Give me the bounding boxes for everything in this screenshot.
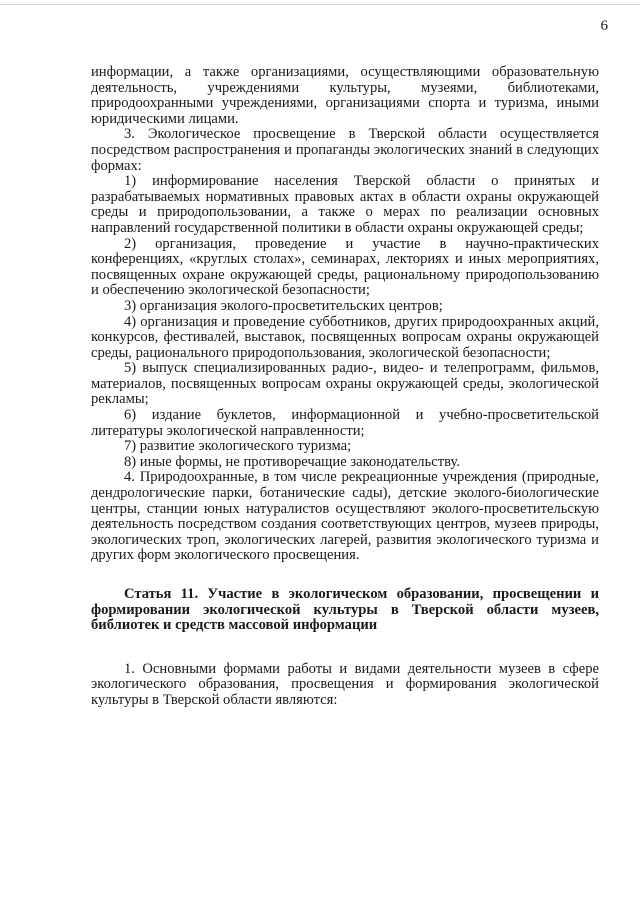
list-item-1: 1) информирование населения Тверской области о принятых и разрабатываемых нормативных правовых актах в области охраны окружающей среды и природопользовании, а также о мерах по реализации основных направлений государственной политики в области охраны окружающей среды;	[91, 173, 599, 236]
page-number: 6	[600, 18, 608, 34]
list-item-8: 8) иные формы, не противоречащие законодательству.	[124, 453, 460, 470]
article-heading: Статья 11. Участие в экологическом образовании, просвещении и формировании экологической культуры в Тверской области музеев, библиотек и средств массовой информации	[91, 586, 599, 634]
list-item-3: 3) организация эколого-просветительских центров;	[124, 297, 443, 314]
paragraph-continuation: информации, а также организациями, осуществляющими образовательную деятельность, учреждениями культуры, музеями, библиотеками, природоохранными учреждениями, организациями спорта и туризма, иными юридическими лицами.	[91, 64, 599, 127]
list-item-5: 5) выпуск специализированных радио-, видео- и телепрограмм, фильмов, материалов, посвященных вопросам охраны окружающей среды, экологической рекламы;	[91, 360, 599, 408]
top-edge-rule	[0, 0, 640, 5]
document-body	[91, 65, 599, 709]
list-item-4: 4) организация и проведение субботников, других природоохранных акций, конкурсов, фестивалей, выставок, посвященных вопросам охраны окружающей среды, рационального природопользования, экологической безопасности;	[91, 313, 599, 361]
list-item-7: 7) развитие экологического туризма;	[124, 438, 352, 455]
paragraph-item-3: 3. Экологическое просвещение в Тверской области осуществляется посредством распространения и пропаганды экологических знаний в следующих формах:	[91, 126, 599, 174]
list-item-6: 6) издание буклетов, информационной и учебно-просветительской литературы экологической направленности;	[91, 407, 599, 439]
article-paragraph-1: 1. Основными формами работы и видами деятельности музеев в сфере экологического образования, просвещения и формирования экологической культуры в Тверской области являются:	[91, 660, 599, 708]
paragraph-item-4: 4. Природоохранные, в том числе рекреационные учреждения (природные, дендрологические парки, ботанические сады), детские эколого-биологические центры, станции юных натуралистов осуществляют эколого-просветительскую деятельность посредством создания соответствующих центров, музеев природы, экологических троп, экологических лагерей, развития экологического туризма и других форм экологического просвещения.	[91, 469, 599, 564]
list-item-2: 2) организация, проведение и участие в научно-практических конференциях, «круглых столах», семинарах, лекториях и иных мероприятиях, посвященных охране окружающей среды, рациональному природопользованию и обеспечению экологической безопасности;	[91, 235, 599, 299]
